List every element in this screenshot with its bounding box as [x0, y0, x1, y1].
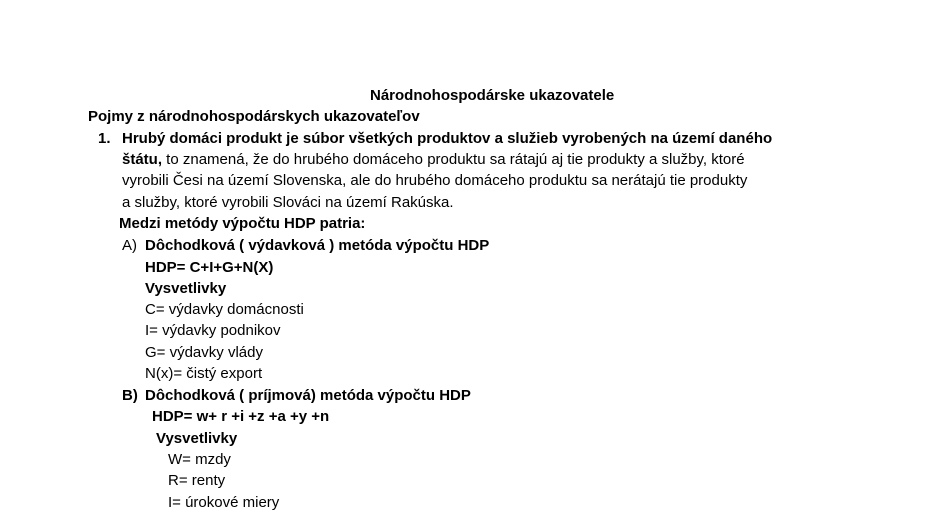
- paragraph-line: Hrubý domáci produkt je súbor všetkých produktov a služieb vyrobených na území daného: [122, 130, 773, 147]
- method-a-formula: HDP= C+I+G+N(X): [145, 259, 274, 276]
- method-a-heading: Dôchodková ( výdavková ) metóda výpočtu HDP: [145, 237, 490, 254]
- method-a-marker: A): [122, 237, 137, 254]
- explanation-item: I= úrokové miery: [168, 494, 280, 511]
- list-item-number: 1.: [98, 130, 111, 147]
- explanation-item: I= výdavky podnikov: [145, 322, 281, 339]
- document-subtitle: Pojmy z národnohospodárskych ukazovateľov: [88, 108, 420, 125]
- paragraph-line: vyrobili Česi na území Slovenska, ale do hrubého domáceho produktu sa nerátajú tie produkty: [122, 172, 748, 189]
- explanation-item: W= mzdy: [168, 451, 231, 468]
- explanation-item: G= výdavky vlády: [145, 344, 263, 361]
- bold-text: štátu,: [122, 151, 163, 168]
- paragraph-text: to znamená, že do hrubého domáceho produktu sa rátajú aj tie produkty a služby, ktoré: [162, 151, 745, 168]
- explanation-item: C= výdavky domácnosti: [145, 301, 304, 318]
- explanation-item: R= renty: [168, 472, 226, 489]
- explanation-item: N(x)= čistý export: [145, 365, 263, 382]
- method-b-marker: B): [122, 387, 138, 404]
- paragraph-line: [122, 149, 745, 171]
- methods-heading: Medzi metódy výpočtu HDP patria:: [119, 215, 366, 232]
- paragraph-line: a služby, ktoré vyrobili Slováci na území Rakúska.: [122, 194, 454, 211]
- method-b-formula: HDP= w+ r +i +z +a +y +n: [152, 408, 330, 425]
- document-title: Národnohospodárske ukazovatele: [370, 87, 615, 104]
- method-b-heading: Dôchodková ( príjmová) metóda výpočtu HDP: [145, 387, 471, 404]
- method-b-explanations-label: Vysvetlivky: [156, 430, 238, 447]
- method-a-explanations-label: Vysvetlivky: [145, 280, 227, 297]
